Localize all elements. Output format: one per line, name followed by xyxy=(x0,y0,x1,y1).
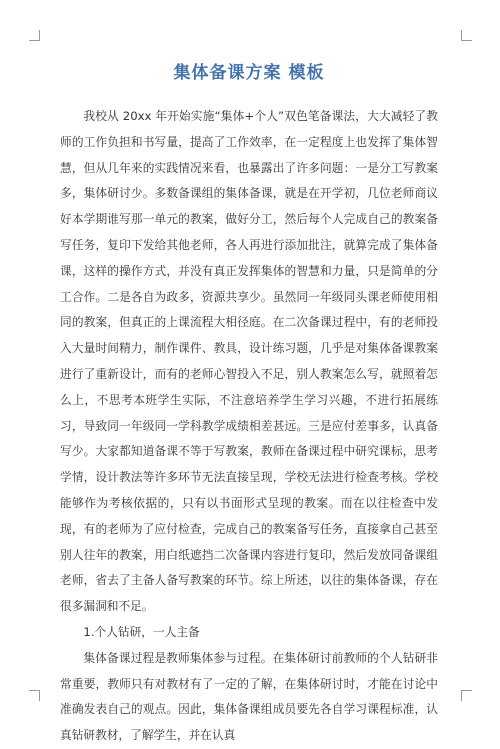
crop-mark-bottom-right xyxy=(461,690,472,701)
document-title: 集体备课方案 模板 xyxy=(173,63,325,83)
crop-mark-top-right xyxy=(461,30,472,41)
crop-mark-bottom-left xyxy=(29,690,40,701)
intro-paragraph: 我校从 20xx 年开始实施“集体+个人”双色笔备课法，大大减轻了教师的工作负担和书写量，提高了工作效率，在一定程度上也发挥了集体智慧，但从几年来的实践情况来看，也暴露出了许多问题：一是分工写教案多，集体研讨少。多数备课组的集体备课，就是在开学初，几位老师商议好本学期谁写那一单元的教案，做好分工，然后每个人完成自己的教案备写任务，复印下发给其他老师，各人再进行添加批注，就算完成了集体备课，这样的操作方式，并没有真正发挥集体的智慧和力量，只是简单的分工合作。二是各自为政多，资源共享少。虽然同一年级同头课老师使用相同的教案，但真正的上课流程大相径庭。在二次备课过程中，有的老师投入大量时间精力，制作课件、教具，设计练习题，几乎是对集体备课教案进行了重新设计，而有的老师心智投入不足，别人教案怎么写，就照着怎么上，不思考本班学生实际，不注意培养学生学习兴趣，不进行拓展练习，导致同一年级同一学科教学成绩相差甚远。三是应付差事多，认真备写少。大家都知道备课不等于写教案，教师在备课过程中研究课标，思考学情，设计教法等许多环节无法直接呈现，学校无法进行检查考核。学校能够作为考核依据的，只有以书面形式呈现的教案。而在以往检查中发现，有的老师为了应付检查，完成自己的教案备写任务，直接拿自己甚至别人往年的教案，用白纸遮挡二次备课内容进行复印，然后发放同备课组老师，省去了主备人备写教案的环节。综上所述，以往的集体备课，存在很多漏洞和不足。 xyxy=(60,109,438,614)
section-paragraph: 集体备课过程是教师集体参与过程。在集体研讨前教师的个人钻研非常重要，教师只有对教材有了一定的了解，在集体研讨时，才能在讨论中准确发表自己的观点。因此，集体备课组成员要先各自学习课程标准，认真钻研教材，了解学生，并在认真 xyxy=(60,650,438,743)
crop-mark-top-left xyxy=(29,30,40,41)
document-page xyxy=(60,60,438,749)
section-heading: 1.个人钻研，一人主备 xyxy=(83,624,200,639)
